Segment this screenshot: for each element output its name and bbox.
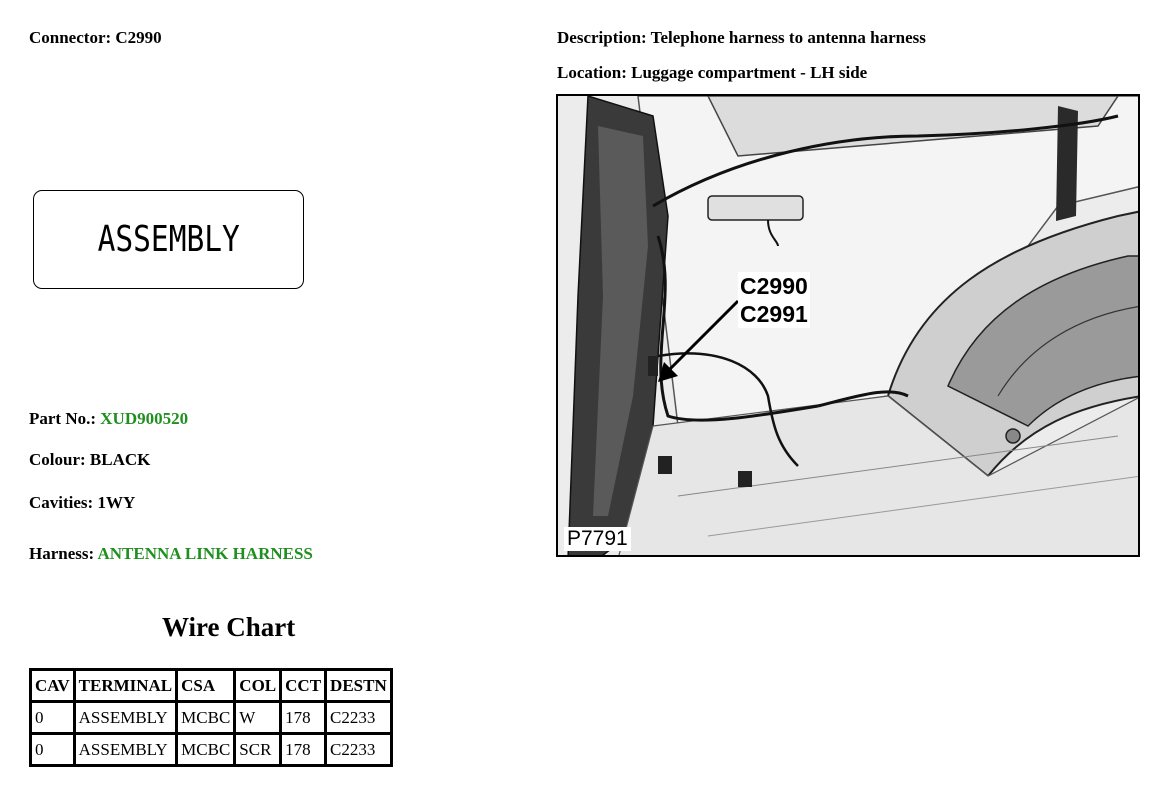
cell-csa: MCBC (177, 702, 235, 734)
location-illustration (556, 94, 1140, 557)
callout-c2991: C2991 (740, 301, 808, 327)
col-cav: CAV (31, 670, 75, 702)
cell-terminal: ASSEMBLY (74, 702, 177, 734)
connector-face-drawing (33, 190, 304, 289)
figure-number: P7791 (564, 527, 631, 551)
cell-col: SCR (235, 734, 281, 766)
cell-col: W (235, 702, 281, 734)
table-row (31, 734, 392, 766)
cell-csa: MCBC (177, 734, 235, 766)
description-label: Description: (557, 28, 647, 47)
cell-cct: 178 (281, 702, 326, 734)
colour-value: BLACK (89, 450, 151, 469)
callout-c2990: C2990 (740, 273, 808, 299)
col-destn: DESTN (326, 670, 392, 702)
cavities-field (29, 493, 135, 513)
harness-field (29, 544, 313, 564)
vehicle-interior-drawing (558, 96, 1140, 557)
col-col: COL (235, 670, 281, 702)
col-terminal: TERMINAL (74, 670, 177, 702)
description-value: Telephone harness to antenna harness (650, 28, 926, 47)
harness-label: Harness: (29, 544, 95, 563)
cell-destn-link[interactable]: C2233 (326, 702, 392, 734)
cell-terminal: ASSEMBLY (74, 734, 177, 766)
col-cct: CCT (281, 670, 326, 702)
part-no-link[interactable]: XUD900520 (100, 409, 189, 428)
wire-chart-table (29, 668, 393, 767)
wire-chart-title: Wire Chart (162, 612, 296, 642)
colour-label: Colour: (29, 450, 86, 469)
description-field (557, 28, 926, 48)
location-value: Luggage compartment - LH side (631, 63, 868, 82)
location-field (557, 63, 867, 83)
part-no-label: Part No.: (29, 409, 97, 428)
connector-field (29, 28, 162, 48)
cell-cav: 0 (31, 702, 75, 734)
cell-destn-link[interactable]: C2233 (326, 734, 392, 766)
harness-link[interactable]: ANTENNA LINK HARNESS (97, 544, 313, 563)
colour-field (29, 450, 150, 470)
connector-label: Connector: (29, 28, 112, 47)
cavities-value: 1WY (97, 493, 136, 512)
assembly-label: ASSEMBLY (97, 219, 240, 260)
connector-value: C2990 (115, 28, 162, 47)
cell-cav: 0 (31, 734, 75, 766)
table-header-row (31, 670, 392, 702)
col-csa: CSA (177, 670, 235, 702)
table-row (31, 702, 392, 734)
cell-cct: 178 (281, 734, 326, 766)
cavities-label: Cavities: (29, 493, 94, 512)
part-no-field (29, 409, 188, 429)
location-label: Location: (557, 63, 627, 82)
